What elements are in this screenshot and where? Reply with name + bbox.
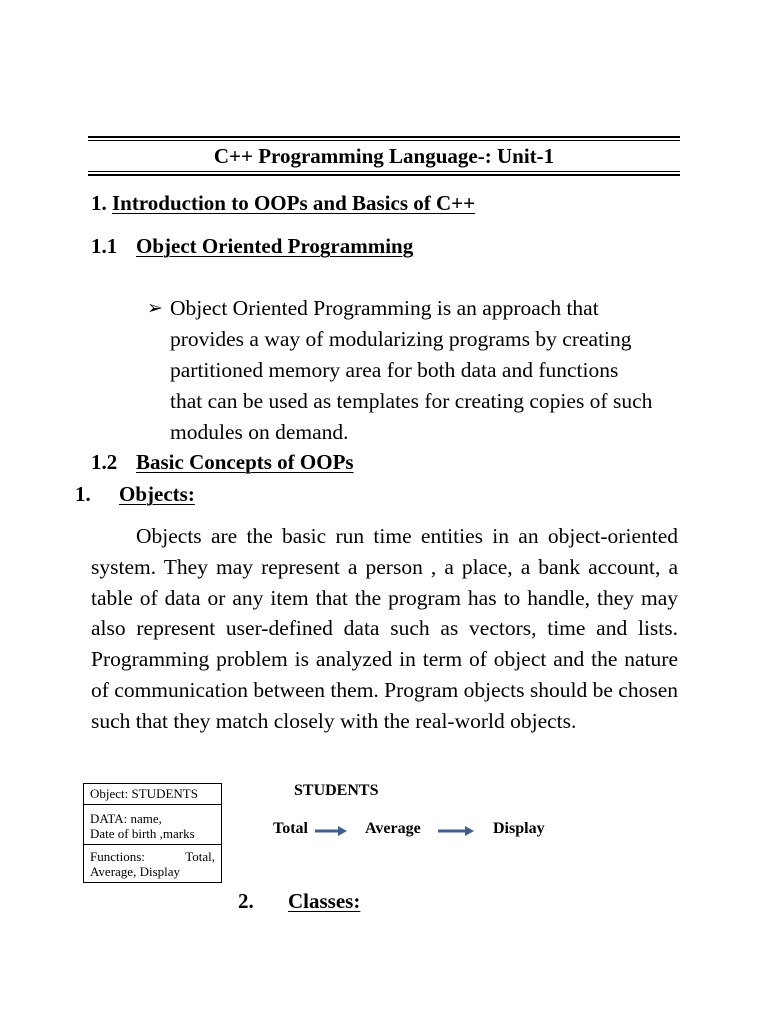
bullet-line: modules on demand. (170, 420, 349, 444)
bullet-arrow-icon: ➢ (147, 298, 163, 319)
section-1-2-heading (91, 448, 354, 476)
bullet-text (170, 293, 682, 448)
bullet-line: that can be used as templates for creating copies of such (170, 389, 653, 413)
object-data-line: DATA: name, (90, 811, 162, 826)
object-functions-line-2: Average, Display (90, 864, 181, 879)
objects-paragraph: Objects are the basic run time entities in an object-oriented system. They may represent a person , a place, a bank account, a table of data or any item that the program has to handle, they may also represent user-defined data such as vectors, time and lists. Programming problem is analyzed in term of object and the nature of communication between them. Program objects should be chosen such that they match closely with the real-world objects. (91, 524, 678, 733)
object-name-cell: Object: STUDENTS (90, 786, 198, 801)
section-1-2-number: 1.2 (91, 450, 118, 474)
flow-step-display: Display (493, 820, 545, 837)
functions-label: Functions: (90, 849, 145, 864)
header-rule-top-thin (88, 140, 680, 141)
object-students-box (83, 783, 222, 883)
classes-number: 2. (238, 889, 254, 913)
bullet-line: partitioned memory area for both data and functions (170, 358, 619, 382)
section-1-heading (91, 189, 475, 217)
object-functions-cell (84, 844, 221, 882)
object-functions-line (90, 849, 215, 864)
bullet-line: provides a way of modularizing programs by creating (170, 327, 632, 351)
section-1-1-heading (91, 232, 413, 260)
objects-number: 1. (75, 482, 91, 506)
section-1-1-title: Object Oriented Programming (136, 234, 414, 258)
object-data-line: Date of birth ,marks (90, 826, 195, 841)
object-data-cell (84, 804, 221, 844)
bullet-line: Object Oriented Programming is an approach that (170, 296, 599, 320)
diagram-title: STUDENTS (294, 782, 379, 799)
classes-heading (238, 887, 360, 915)
objects-heading (75, 480, 195, 508)
flow-step-total: Total (273, 820, 308, 837)
section-1-title: Introduction to OOPs and Basics of C++ (112, 191, 476, 215)
section-1-2-title: Basic Concepts of OOPs (136, 450, 354, 474)
section-1-number: 1. (91, 191, 107, 215)
header-rule-top-thick (88, 136, 680, 138)
flow-arrow-icon (315, 825, 347, 837)
header-rule-bottom-thick (88, 174, 680, 176)
section-1-1-number: 1.1 (91, 234, 118, 258)
header-rule-bottom-thin (88, 171, 680, 172)
flow-arrow-icon (438, 825, 474, 837)
classes-title: Classes: (288, 889, 361, 913)
functions-first: Total, (185, 849, 215, 864)
flow-step-average: Average (365, 820, 421, 837)
objects-title: Objects: (119, 482, 195, 506)
page-title: C++ Programming Language-: Unit-1 (213, 144, 555, 168)
